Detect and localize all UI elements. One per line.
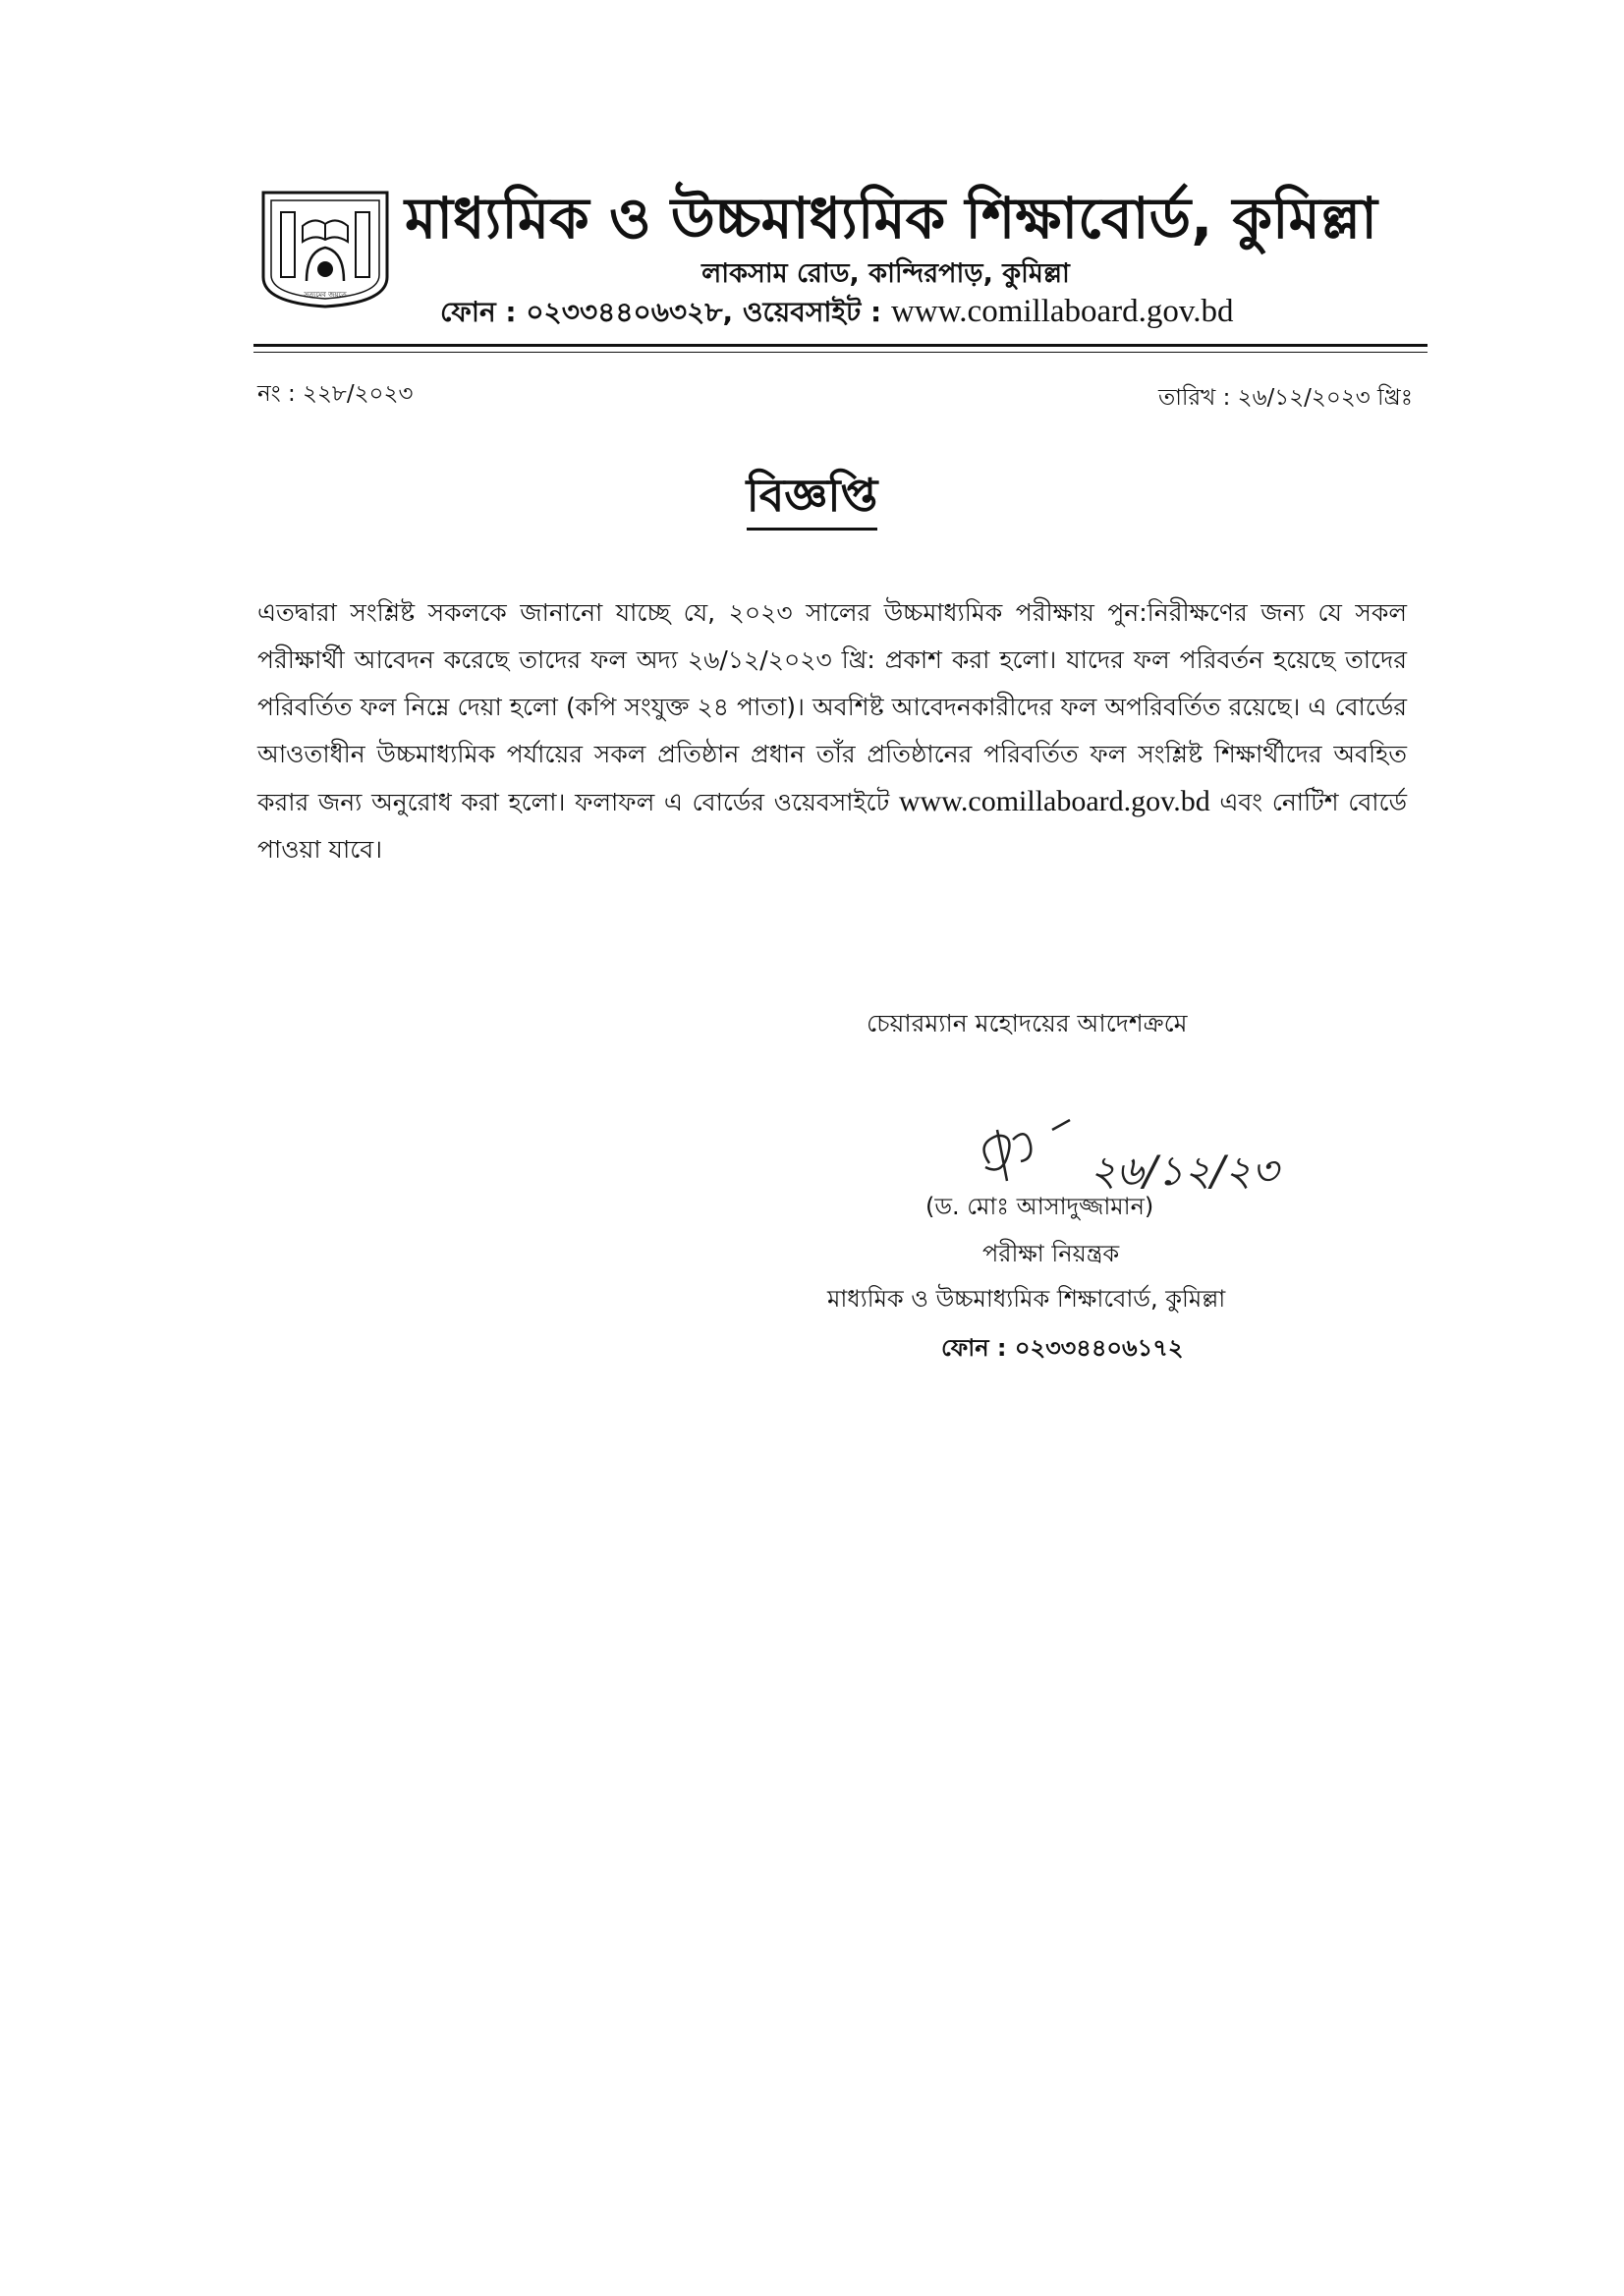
header-divider-thin — [253, 352, 1428, 353]
board-website-link[interactable]: www.comillaboard.gov.bd — [890, 294, 1234, 329]
memo-date: তারিখ : ২৬/১২/২০২৩ খ্রিঃ — [1158, 385, 1413, 411]
notice-heading — [0, 462, 1624, 536]
signatory-designation: পরীক্ষা নিয়ন্ত্রক — [982, 1240, 1120, 1267]
signatory-phone: ফোন : ০২৩৩৪৪০৬১৭২ — [941, 1334, 1184, 1362]
notice-body-text-end: এবং নোটিশ বোর্ডে পাওয়া যাবে। — [257, 788, 1407, 864]
notice-body-text: এতদ্বারা সংশ্লিষ্ট সকলকে জানানো যাচ্ছে যে, ২০২৩ সালের উচ্চমাধ্যমিক পরীক্ষায় পুন:নিরীক্ষণের জন্য যে সকল পরীক্ষার্থী আবেদন করেছে তাদের ফল অদ্য ২৬/১২/২০২৩ খ্রি: প্রকাশ করা হলো। যাদের ফল পরিবর্তন হয়েছে তাদের পরিবর্তিত ফল নিম্নে দেয়া হলো (কপি সংযুক্ত ২৪ পাতা)। অবশিষ্ট আবেদনকারীদের ফল অপরিবর্তিত রয়েছে। এ বোর্ডের আওতাধীন উচ্চমাধ্যমিক পর্যায়ের সকল প্রতিষ্ঠান প্রধান তাঁর প্রতিষ্ঠানের পরিবর্তিত ফল সংশ্লিষ্ট শিক্ষার্থীদের অবহিত করার জন্য অনুরোধ করা হলো। ফলাফল এ বোর্ডের ওয়েবসাইটে — [257, 598, 1407, 816]
board-phone: ফোন : ০২৩৩৪৪০৬৩২৮, ওয়েবসাইট : — [440, 296, 891, 328]
notice-heading-text: বিজ্ঞপ্তি — [747, 469, 878, 531]
signatory-name: (ড. মোঃ আসাদুজ্জামান) — [925, 1193, 1154, 1220]
svg-text:সত্যমেব জয়তে: সত্যমেব জয়তে — [304, 291, 347, 299]
signatory-board: মাধ্যমিক ও উচ্চমাধ্যমিক শিক্ষাবোর্ড, কুমিল্লা — [827, 1285, 1226, 1313]
memo-number: নং : ২২৮/২০২৩ — [257, 381, 414, 407]
order-line: চেয়ারম্যান মহোদয়ের আদেশক্রমে — [867, 1009, 1188, 1037]
contact-line — [440, 291, 1234, 337]
header-divider — [253, 344, 1428, 347]
board-address: লাকসাম রোড, কান্দিরপাড়, কুমিল্লা — [701, 258, 1070, 289]
notice-body-website-link[interactable]: www.comillaboard.gov.bd — [898, 785, 1210, 817]
board-name-title: মাধ্যমিক ও উচ্চমাধ্যমিক শিক্ষাবোর্ড, কুমিল্লা — [405, 185, 1377, 252]
notice-body — [257, 589, 1407, 873]
svg-text:২৬/১২/২৩: ২৬/১২/২৩ — [1090, 1147, 1279, 1195]
